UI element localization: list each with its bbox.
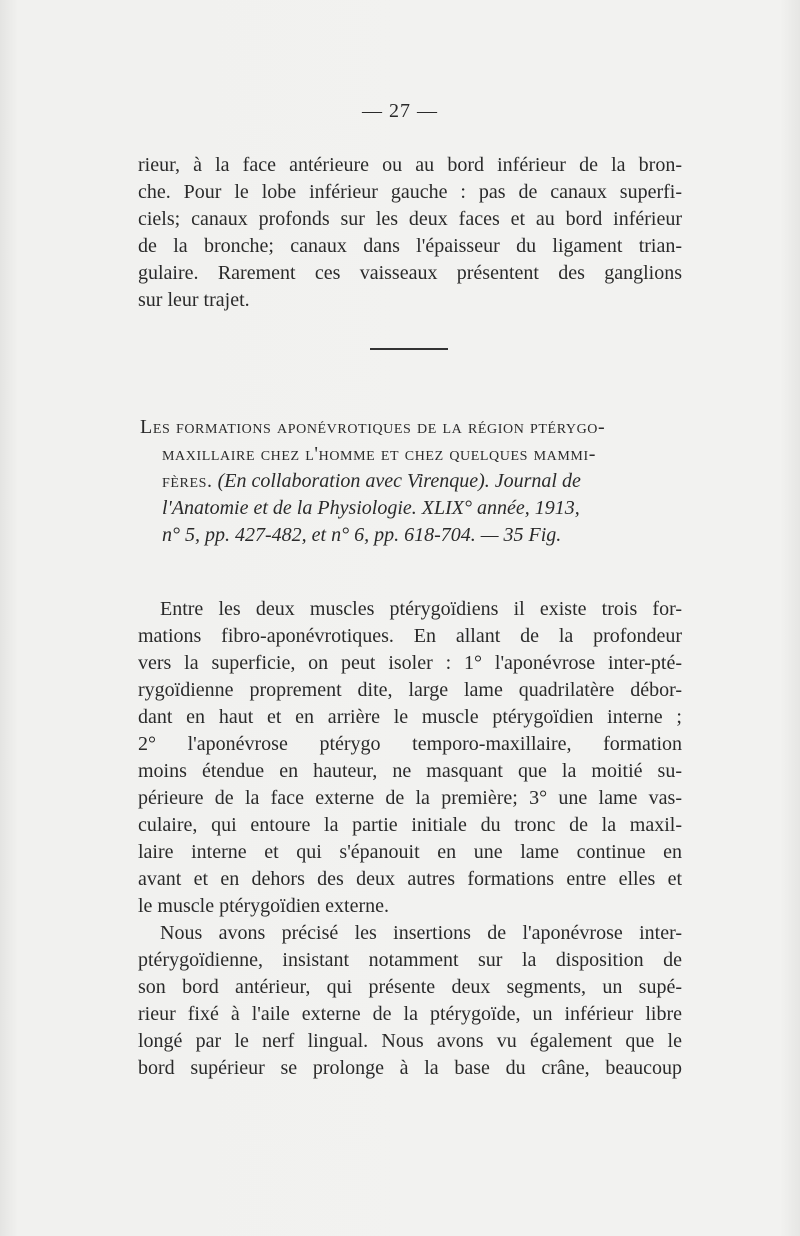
- text-line: ptérygoïdienne, insistant notamment sur la disposition de: [138, 949, 682, 971]
- text-line: sur leur trajet.: [138, 289, 250, 311]
- text-line: bord supérieur se prolonge à la base du crâne, beaucoup: [138, 1057, 682, 1079]
- citation-collaboration: (En collaboration avec Virenque). Journal de: [217, 470, 581, 492]
- text-line: rygoïdienne proprement dite, large lame quadrilatère débor-: [138, 679, 682, 701]
- text-line: culaire, qui entoure la partie initiale du tronc de la maxil-: [138, 814, 682, 836]
- text-line: che. Pour le lobe inférieur gauche : pas de canaux superfi-: [138, 181, 682, 203]
- citation-title-end: fères.: [162, 470, 213, 492]
- text-line: Nous avons précisé les insertions de l'aponévrose inter-: [160, 922, 682, 944]
- text-line: longé par le nerf lingual. Nous avons vu également que le: [138, 1030, 682, 1052]
- text-line: rieur fixé à l'aile externe de la ptérygoïde, un inférieur libre: [138, 1003, 682, 1025]
- paragraph-formations: [138, 596, 682, 920]
- section-divider: [370, 348, 448, 350]
- page-number: — 27 —: [362, 100, 438, 122]
- text-line: rieur, à la face antérieure ou au bord inférieur de la bron-: [138, 154, 682, 176]
- citation-line: [140, 468, 680, 495]
- paragraph-insertions: [138, 920, 682, 1082]
- citation-journal: l'Anatomie et de la Physiologie. XLIX° année, 1913,: [162, 497, 580, 519]
- paragraph-bronchial-lymphatics: [138, 152, 682, 314]
- text-line: dant en haut et en arrière le muscle ptérygoïdien interne ;: [138, 706, 682, 728]
- text-line: de la bronche; canaux dans l'épaisseur du ligament trian-: [138, 235, 682, 257]
- text-line: moins étendue en hauteur, ne masquant que la moitié su-: [138, 760, 682, 782]
- text-line: avant et en dehors des deux autres formations entre elles et: [138, 868, 682, 890]
- text-line: son bord antérieur, qui présente deux segments, un supé-: [138, 976, 682, 998]
- text-line: gulaire. Rarement ces vaisseaux présentent des ganglions: [138, 262, 682, 284]
- text-line: laire interne et qui s'épanouit en une lame continue en: [138, 841, 682, 863]
- text-line: Entre les deux muscles ptérygoïdiens il existe trois for-: [160, 598, 682, 620]
- citation-pages: n° 5, pp. 427-482, et n° 6, pp. 618-704. — 35 Fig.: [162, 524, 562, 546]
- citation-title-line: maxillaire chez l'homme et chez quelques mammi-: [162, 443, 596, 465]
- citation-title-line: Les formations aponévrotiques de la région ptérygo-: [140, 416, 606, 438]
- text-line: mations fibro-aponévrotiques. En allant de la profondeur: [138, 625, 682, 647]
- text-line: le muscle ptérygoïdien externe.: [138, 895, 390, 917]
- text-line: vers la superficie, on peut isoler : 1° l'aponévrose inter-pté-: [138, 652, 682, 674]
- body-text: [138, 596, 682, 1082]
- text-line: 2° l'aponévrose ptérygo temporo-maxillaire, formation: [138, 733, 682, 755]
- text-line: périeure de la face externe de la première; 3° une lame vas-: [138, 787, 682, 809]
- bibliographic-citation: [140, 414, 680, 549]
- text-line: ciels; canaux profonds sur les deux faces et au bord inférieur: [138, 208, 682, 230]
